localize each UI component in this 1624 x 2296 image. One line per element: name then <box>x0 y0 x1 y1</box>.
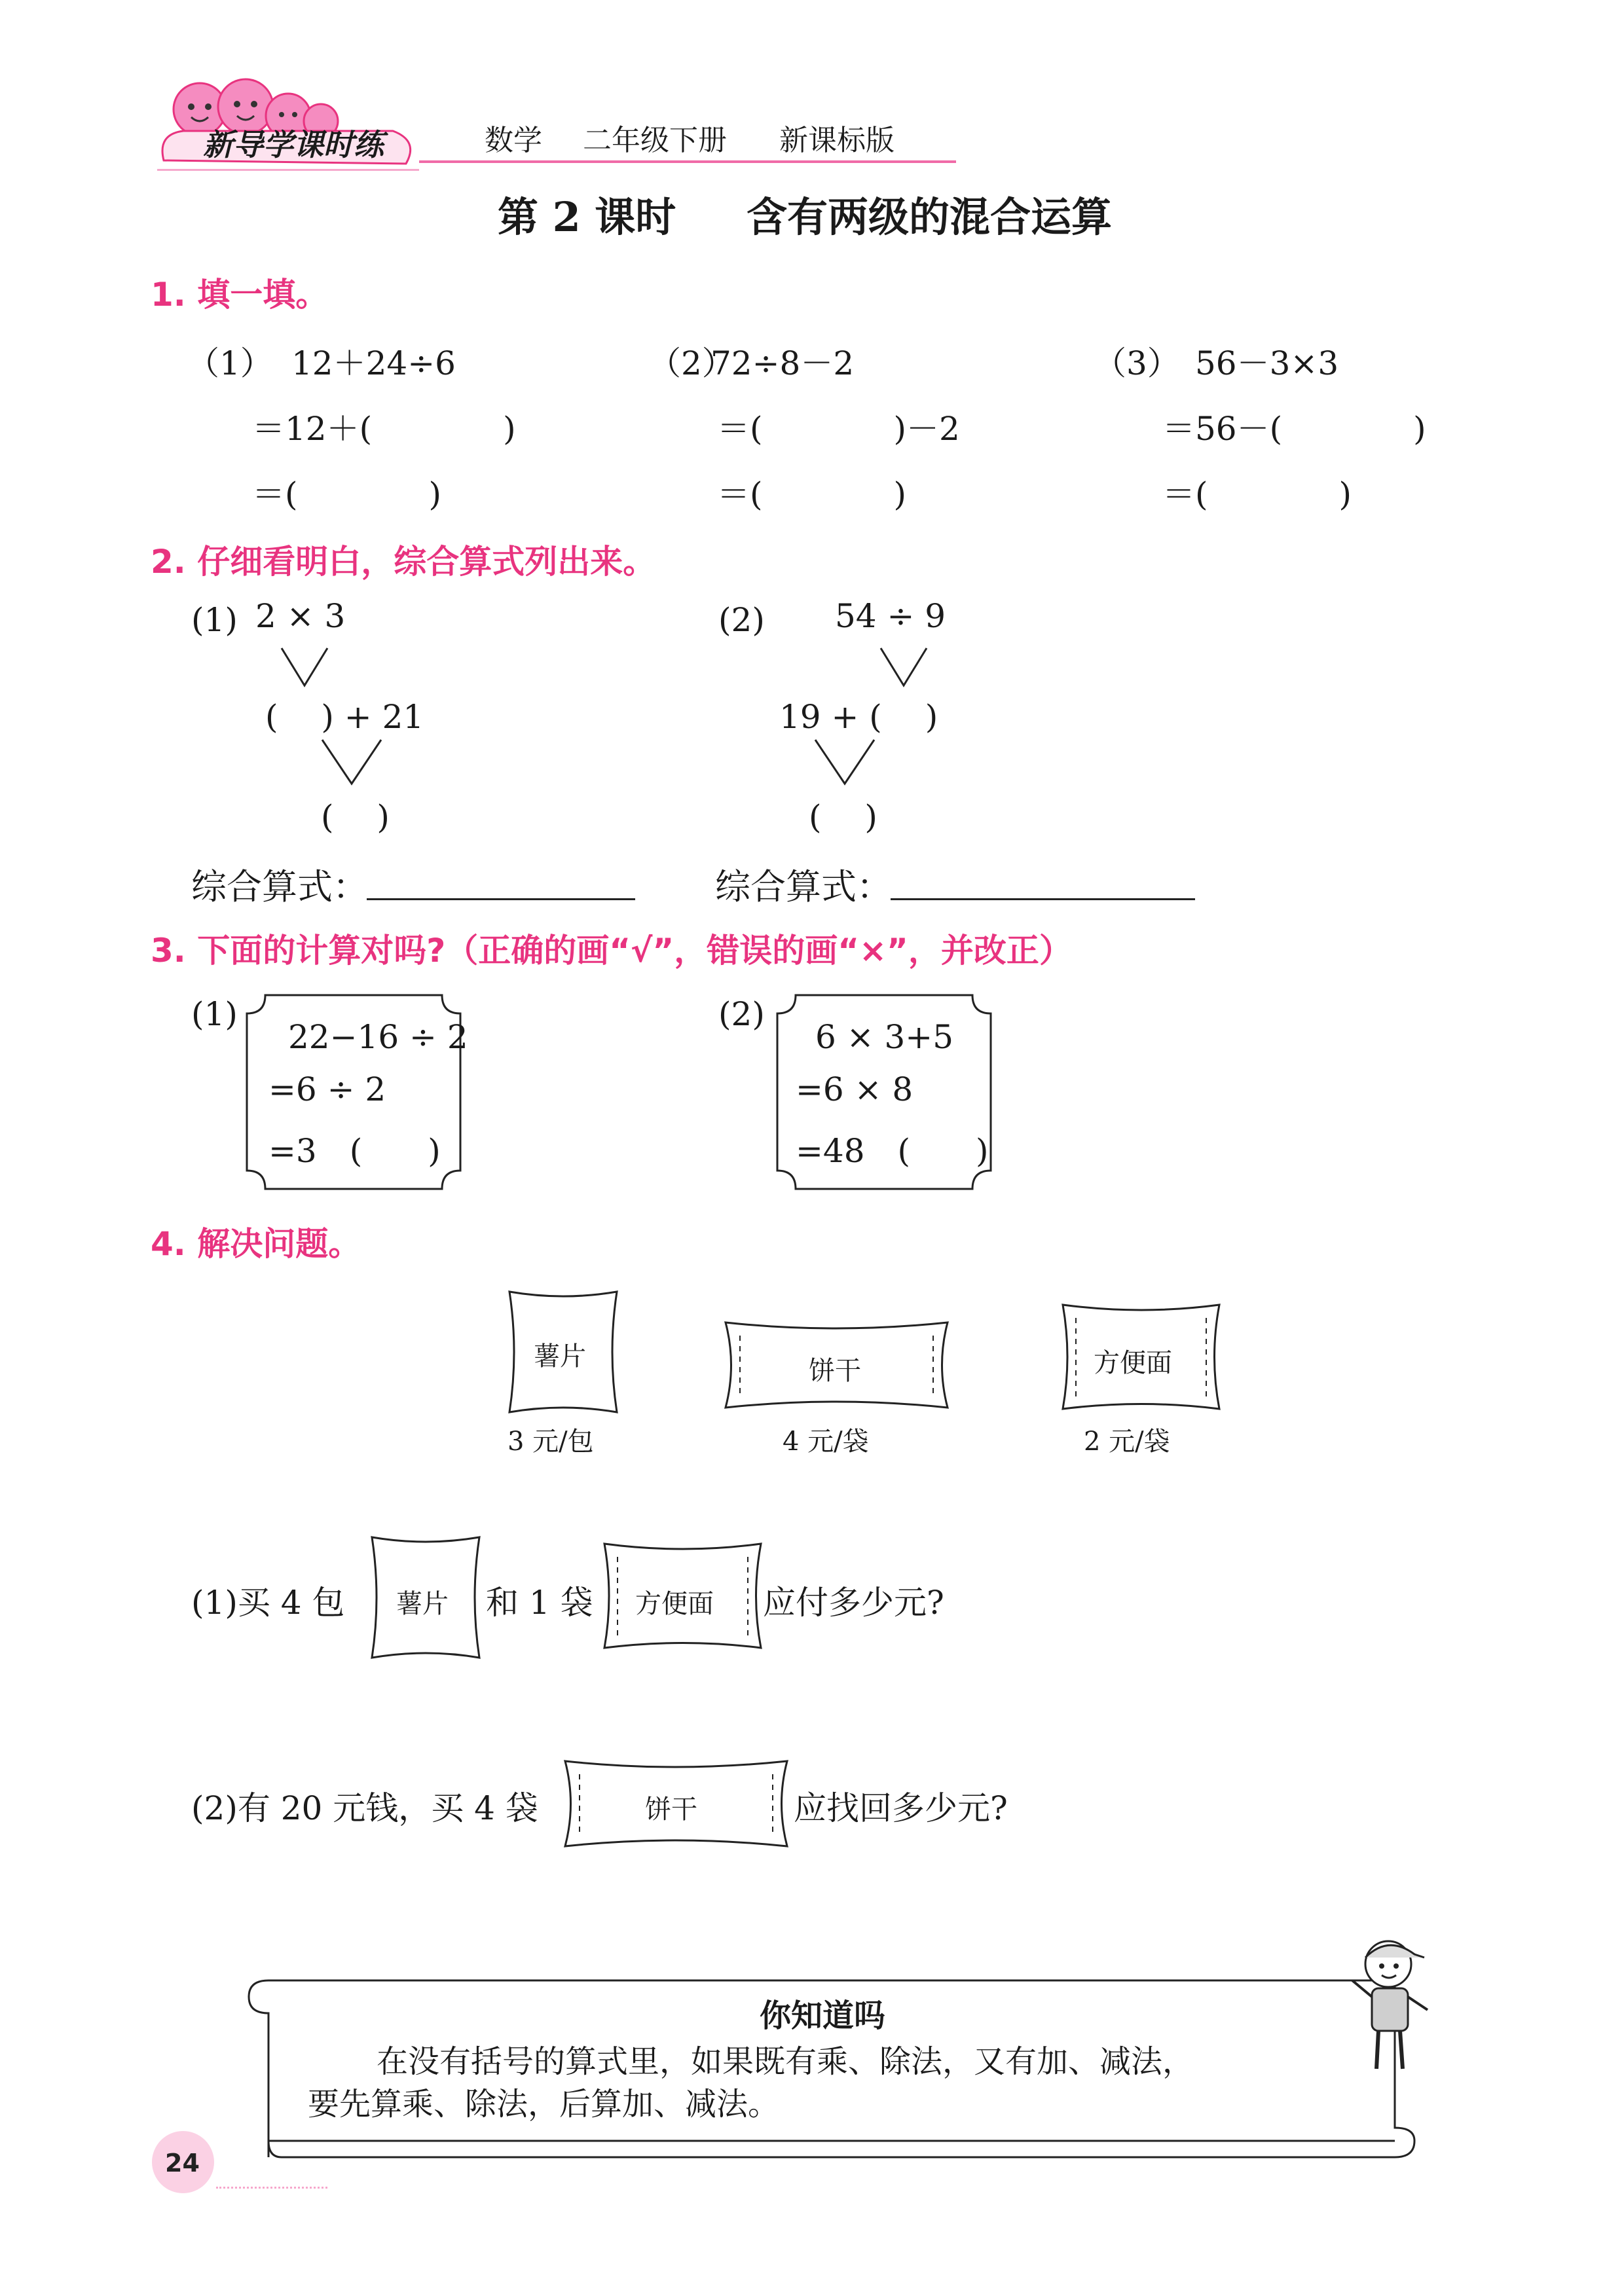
page-number: 24 <box>165 2149 200 2178</box>
q4-problem1-part-a: (1)买 4 包 <box>191 1584 345 1622</box>
q1-item3-step2: ＝( ) <box>1162 475 1352 513</box>
q4-problem2-biscuit-label: 饼干 <box>645 1795 697 1825</box>
chips-price: 3 元/包 <box>507 1427 594 1457</box>
lesson-number: 第 2 课时 <box>498 193 676 241</box>
q4-problem1-noodle-label: 方便面 <box>635 1589 714 1619</box>
q1-item2-number: （2） <box>648 344 735 382</box>
q2-formula-blank-1[interactable] <box>367 898 635 900</box>
q2-item2-top: 54 ÷ 9 <box>835 597 946 635</box>
q4-problem2-part-a: (2)有 20 元钱，买 4 袋 <box>191 1789 538 1827</box>
q1-item3-number: （3） <box>1094 344 1180 382</box>
q2-item1-middle: ( ) + 21 <box>265 698 424 736</box>
question-1-title: 1. 填一填。 <box>151 276 329 314</box>
q2-item2-merge-arrow-icon <box>877 645 930 691</box>
q2-formula-label-2: 综合算式： <box>715 866 892 907</box>
q2-item2-bottom: ( ) <box>809 798 877 836</box>
q2-item2-middle: 19 + ( ) <box>779 698 938 736</box>
q3-item1-number: (1) <box>191 995 238 1033</box>
q1-item3-expression: 56－3×3 <box>1195 344 1339 382</box>
q1-item1-number: （1） <box>187 344 273 382</box>
biscuit-price: 4 元/袋 <box>783 1427 869 1457</box>
q3-item2-line1: 6 × 3+5 <box>815 1018 954 1056</box>
question-2-title: 2. 仔细看明白，综合算式列出来。 <box>151 543 656 581</box>
tip-line-1: 在没有括号的算式里，如果既有乘、除法，又有加、减法， <box>377 2043 1194 2080</box>
noodle-label: 方便面 <box>1094 1348 1172 1378</box>
boy-cartoon-icon <box>1342 1935 1441 2079</box>
header-subject: 数学 <box>485 124 542 157</box>
q1-item1-step1: ＝12＋( ) <box>252 410 516 448</box>
q3-item1-line3[interactable]: =3 ( ) <box>268 1132 441 1170</box>
q1-item2-step2: ＝( ) <box>717 475 907 513</box>
q1-item2-step1: ＝( )－2 <box>717 410 960 448</box>
q3-item1-line1: 22−16 ÷ 2 <box>288 1018 468 1056</box>
question-4-title: 4. 解决问题。 <box>151 1225 361 1263</box>
q4-problem1-part-b: 和 1 袋 <box>486 1584 593 1622</box>
q4-problem1-chips-label: 薯片 <box>396 1589 449 1619</box>
q3-item2-number: (2) <box>718 995 765 1033</box>
q3-item2-line2: =6 × 8 <box>796 1070 913 1108</box>
brand-name: 新导学课时练 <box>203 127 384 162</box>
header-rule-light <box>157 169 419 171</box>
q4-problem2-part-c: 应找回多少元? <box>794 1789 1008 1827</box>
q2-item1-bottom: ( ) <box>321 798 390 836</box>
header-edition: 新课标版 <box>779 124 895 157</box>
biscuit-label: 饼干 <box>809 1356 861 1386</box>
tip-title: 你知道吗 <box>760 1997 886 2034</box>
q1-item1-step2: ＝( ) <box>252 475 442 513</box>
chips-label: 薯片 <box>534 1341 586 1372</box>
lesson-title: 含有两级的混合运算 <box>747 193 1113 241</box>
q3-item1-line2: =6 ÷ 2 <box>268 1070 386 1108</box>
q1-item2-expression: 72÷8－2 <box>710 344 855 382</box>
q2-item1-merge-arrow-icon <box>278 645 331 691</box>
q3-item2-line3[interactable]: =48 ( ) <box>796 1132 989 1170</box>
q2-item2-merge-arrow-2-icon <box>812 737 877 789</box>
q4-problem1-part-c: 应付多少元? <box>763 1584 944 1622</box>
q2-item1-merge-arrow-2-icon <box>319 737 384 789</box>
q2-item2-number: (2) <box>718 601 765 639</box>
q2-formula-label-1: 综合算式： <box>191 866 368 907</box>
q1-item1-expression: 12＋24÷6 <box>291 344 456 382</box>
q1-item3-step1: ＝56－( ) <box>1162 410 1426 448</box>
page-number-dots <box>216 2187 327 2189</box>
q2-item1-top: 2 × 3 <box>255 597 346 635</box>
noodle-price: 2 元/袋 <box>1084 1427 1170 1457</box>
question-3-title: 3. 下面的计算对吗?（正确的画“√”，错误的画“×”，并改正） <box>151 932 1072 970</box>
header-grade: 二年级下册 <box>583 124 727 157</box>
q2-item1-number: (1) <box>191 601 238 639</box>
tip-line-2: 要先算乘、除法，后算加、减法。 <box>308 2086 780 2123</box>
header-rule <box>419 160 956 163</box>
q2-formula-blank-2[interactable] <box>891 898 1195 900</box>
